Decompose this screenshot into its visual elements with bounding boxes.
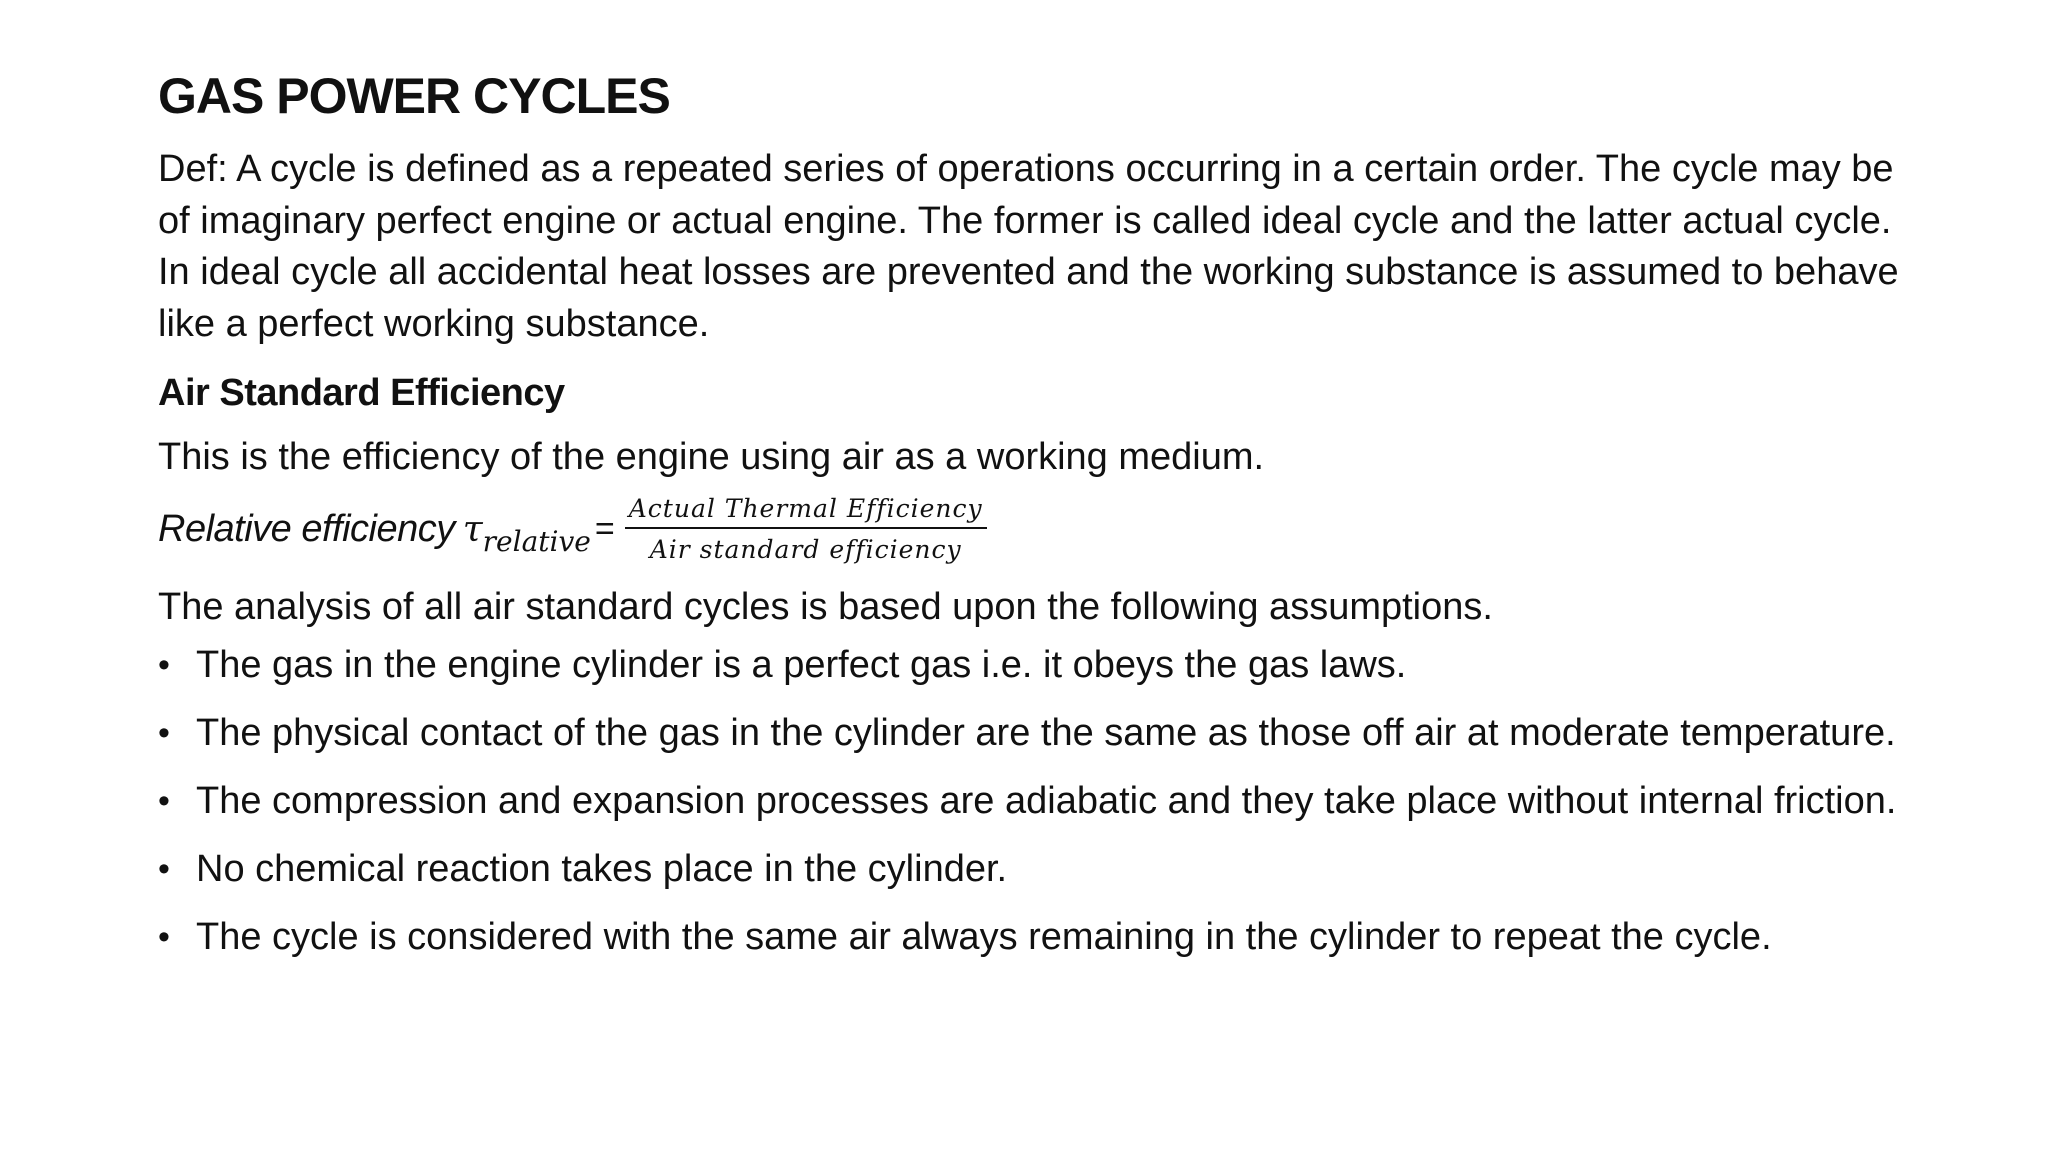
assumption-text: The physical contact of the gas in the cylinder are the same as those off air at moderate temperature. — [196, 712, 1896, 754]
assumption-text: No chemical reaction takes place in the cylinder. — [196, 848, 1008, 890]
bullet-icon: • — [158, 646, 170, 684]
list-item — [158, 778, 1918, 824]
air-standard-efficiency-heading: Air Standard Efficiency — [158, 372, 565, 414]
assumption-text: The compression and expansion processes are adiabatic and they take place without internal friction. — [196, 780, 1897, 822]
slide-title: GAS POWER CYCLES — [158, 68, 670, 124]
list-item — [158, 846, 1918, 892]
list-item — [158, 914, 1918, 960]
bullet-icon: • — [158, 782, 170, 820]
list-item — [158, 642, 1918, 688]
assumption-text: The cycle is considered with the same air always remaining in the cylinder to repeat the cycle. — [196, 916, 1772, 958]
assumption-text: The gas in the engine cylinder is a perfect gas i.e. it obeys the gas laws. — [196, 644, 1407, 686]
assumptions-list — [158, 642, 1918, 960]
tau-symbol: τ — [462, 508, 483, 550]
assumptions-intro: The analysis of all air standard cycles is based upon the following assumptions. — [158, 586, 1493, 628]
fraction-denominator: Air standard efficiency — [649, 535, 962, 564]
equals-sign: = — [594, 509, 615, 548]
fraction-numerator: Actual Thermal Efficiency — [625, 494, 987, 529]
tau-subscript: relative — [482, 524, 591, 558]
bullet-icon: • — [158, 714, 170, 752]
bullet-icon: • — [158, 918, 170, 956]
slide-content — [158, 64, 1918, 982]
relative-efficiency-formula — [158, 490, 1918, 568]
list-item — [158, 710, 1918, 756]
definition-paragraph: Def: A cycle is defined as a repeated series of operations occurring in a certain order. The cycle may be of imaginary perfect engine or actual engine. The former is called ideal cycle and the latter actual cycle. In ideal cycle all accidental heat losses are prevented and the working substance is assumed to behave like a perfect working substance. — [158, 148, 1899, 345]
bullet-icon: • — [158, 850, 170, 888]
efficiency-description: This is the efficiency of the engine using air as a working medium. — [158, 436, 1265, 478]
efficiency-fraction — [625, 494, 987, 564]
formula-label: Relative efficiency — [158, 507, 455, 550]
